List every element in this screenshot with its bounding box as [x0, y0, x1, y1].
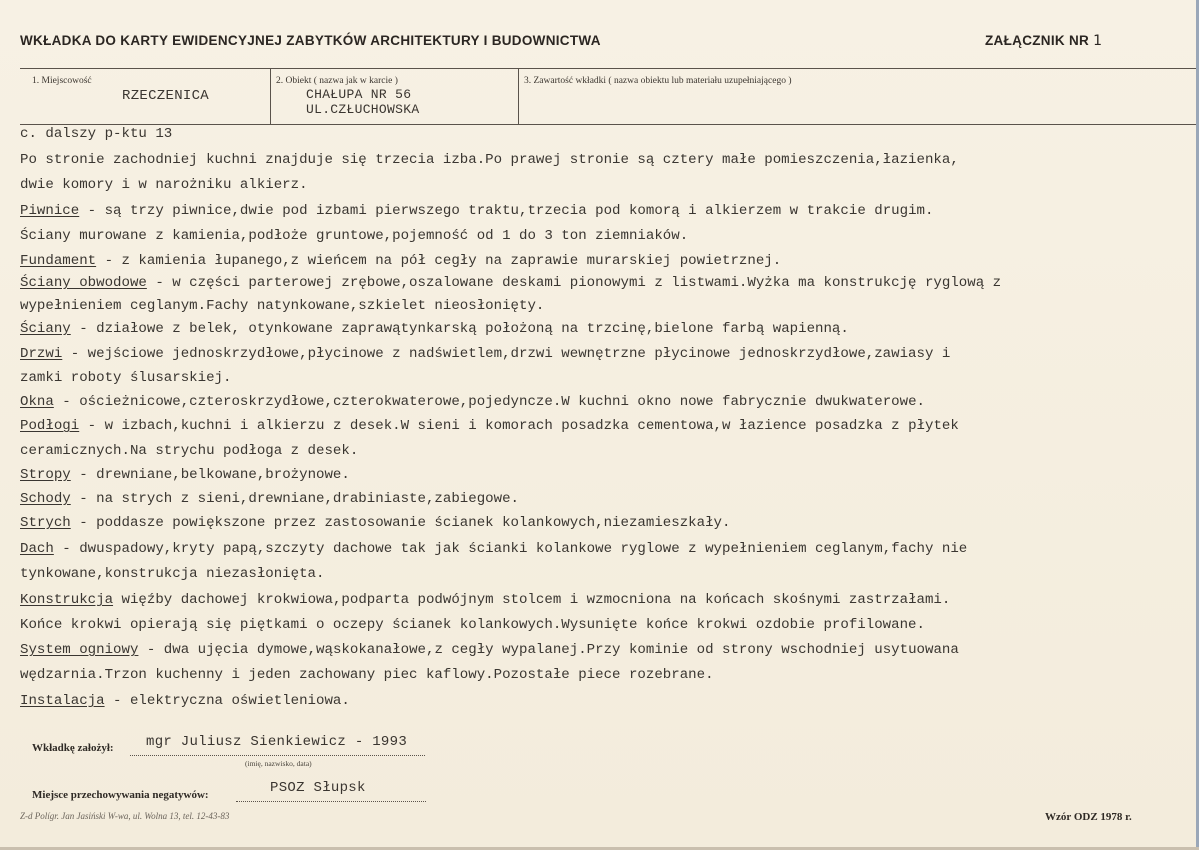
author-label: Wkładkę założył: — [32, 742, 114, 754]
body-line: Końce krokwi opierają się piętkami o oczepy ścianek kolankowych.Wysunięte końce krokwi ozdobie profilowane. — [20, 617, 925, 633]
body-line: Ściany obwodowe - w części parterowej zrębowe,oszalowane deskami pionowymi z listwami.Wyżka ma konstrukcję ryglową z — [20, 275, 1002, 291]
section-heading: Strych — [20, 515, 71, 531]
section-heading: Instalacja — [20, 693, 105, 709]
body-line: wypełnieniem ceglanym.Fachy natynkowane,szkielet nieosłonięty. — [20, 298, 545, 314]
field-divider-1 — [270, 68, 271, 124]
object-value-street: UL.CZŁUCHOWSKA — [306, 102, 420, 117]
fields-divider — [20, 124, 1196, 125]
section-heading: Dach — [20, 541, 54, 557]
body-line: tynkowane,konstrukcja niezasłonięta. — [20, 566, 325, 582]
body-line: Stropy - drewniane,belkowane,brożynowe. — [20, 467, 350, 483]
body-line: c. dalszy p-ktu 13 — [20, 126, 173, 142]
body-line: Schody - na strych z sieni,drewniane,drabiniaste,zabiegowe. — [20, 491, 520, 507]
body-line: System ogniowy - dwa ujęcia dymowe,wąskokanałowe,z cegły wypalanej.Przy kominie od strony wschodniej usytuowana — [20, 642, 959, 658]
card-title: WKŁADKA DO KARTY EWIDENCYJNEJ ZABYTKÓW ARCHITEKTURY I BUDOWNICTWA — [20, 33, 601, 48]
body-line: Strych - poddasze powiększone przez zastosowanie ścianek kolankowych,niezamieszkały. — [20, 515, 731, 531]
section-heading: Schody — [20, 491, 71, 507]
annex-label: ZAŁĄCZNIK NR — [985, 33, 1090, 48]
body-line: Drzwi - wejściowe jednoskrzydłowe,płycinowe z nadświetlem,drzwi wewnętrzne płycinowe jednoskrzydłowe,zawiasy i — [20, 346, 951, 362]
body-line: Okna - ościeżnicowe,czteroskrzydłowe,czterokwaterowe,pojedyncze.W kuchni okno nowe fabrycznie dwukwaterowe. — [20, 394, 925, 410]
field-divider-2 — [518, 68, 519, 124]
section-heading: Drzwi — [20, 346, 63, 362]
author-hint: (imię, nazwisko, data) — [245, 759, 312, 768]
section-heading: Konstrukcja — [20, 592, 114, 608]
body-line: Konstrukcja więźby dachowej krokwiowa,podparta podwójnym stolcem i wzmocniona na końcach skośnymi zastrzałami. — [20, 592, 951, 608]
body-line: wędzarnia.Trzon kuchenny i jeden zachowany piec kaflowy.Pozostałe piece rozebrane. — [20, 667, 714, 683]
locality-label: 1. Miejscowość — [32, 76, 92, 86]
body-line: ceramicznych.Na strychu podłoga z desek. — [20, 443, 359, 459]
negatives-value: PSOZ Słupsk — [270, 780, 366, 796]
body-line: Po stronie zachodniej kuchni znajduje się trzecia izba.Po prawej stronie są cztery małe pomieszczenia,łazienka, — [20, 152, 959, 168]
form-code: Wzór ODZ 1978 r. — [1045, 811, 1132, 823]
section-heading: Stropy — [20, 467, 71, 483]
object-value-name: CHAŁUPA NR 56 — [306, 87, 412, 102]
body-line: zamki roboty ślusarskiej. — [20, 370, 232, 386]
author-dotted-line — [130, 755, 425, 756]
body-line: Ściany - działowe z belek, otynkowane zaprawątynkarską położoną na trzcinę,bielone farbą wapienną. — [20, 321, 849, 337]
annex-heading — [985, 33, 1102, 49]
body-line: Dach - dwuspadowy,kryty papą,szczyty dachowe tak jak ścianki kolankowe ryglowe z wypełnieniem ceglanym,fachy nie — [20, 541, 968, 557]
printer-imprint: Z-d Polígr. Jan Jasiński W-wa, ul. Wolna 13, tel. 12-43-83 — [20, 811, 230, 821]
body-line: Fundament - z kamienia łupanego,z wieńcem na pół cegły na zaprawie murarskiej powietrznej. — [20, 253, 782, 269]
section-heading: Piwnice — [20, 203, 80, 219]
section-heading: Fundament — [20, 253, 97, 269]
negatives-dotted-line — [236, 801, 426, 802]
object-label: 2. Obiekt ( nazwa jak w karcie ) — [276, 76, 398, 86]
section-heading: System ogniowy — [20, 642, 139, 658]
negatives-label: Miejsce przechowywania negatywów: — [32, 789, 209, 801]
author-value: mgr Juliusz Sienkiewicz - 1993 — [146, 734, 408, 750]
body-line: Podłogi - w izbach,kuchni i alkierzu z desek.W sieni i komorach posadzka cementowa,w łazience posadzka z płytek — [20, 418, 959, 434]
header-divider — [20, 68, 1196, 69]
contents-label: 3. Zawartość wkładki ( nazwa obiektu lub materiału uzupełniającego ) — [524, 76, 792, 86]
section-heading: Okna — [20, 394, 54, 410]
annex-number: 1 — [1093, 33, 1103, 49]
body-line: Ściany murowane z kamienia,podłoże gruntowe,pojemność od 1 do 3 ton ziemniaków. — [20, 228, 689, 244]
section-heading: Ściany — [20, 321, 71, 337]
locality-value: RZECZENICA — [122, 88, 210, 104]
body-line: Piwnice - są trzy piwnice,dwie pod izbami pierwszego traktu,trzecia pod komorą i alkierzem w trakcie drugim. — [20, 203, 934, 219]
section-heading: Ściany obwodowe — [20, 275, 147, 291]
body-line: dwie komory i w narożniku alkierz. — [20, 177, 308, 193]
section-heading: Podłogi — [20, 418, 80, 434]
body-line: Instalacja - elektryczna oświetleniowa. — [20, 693, 350, 709]
